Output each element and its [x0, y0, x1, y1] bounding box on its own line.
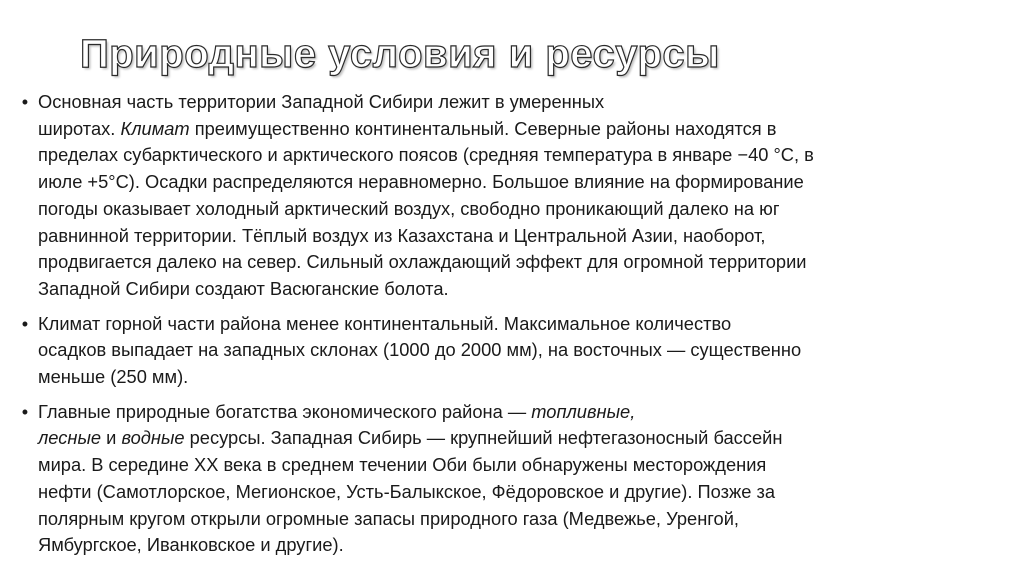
text-run: нефти (Самотлорское, Мегионское, Усть-Балыкское, Фёдоровское и другие). Позже за — [38, 480, 776, 502]
text-run: преимущественно континентальный. Северные районы находятся в — [189, 117, 777, 139]
text-run: ресурсы. Западная Сибирь — крупнейший нефтегазоносный бассейн — [184, 427, 783, 449]
text-run: Западной Сибири создают Васюганские болота. — [38, 277, 449, 299]
text-run: Главные природные богатства экономического района — — [38, 400, 532, 422]
bullet-text-line — [38, 506, 1016, 533]
bullet-text-line — [38, 311, 1016, 338]
bullet-text-line — [38, 89, 1016, 116]
bullet-text-line — [38, 116, 1016, 143]
text-run: широтах. — [38, 117, 121, 139]
bullet-text-line — [38, 169, 1016, 196]
bullet-text-line — [38, 223, 1016, 250]
bullet-list — [16, 89, 1016, 559]
bullet-text-line — [38, 452, 1016, 479]
emphasis-text: лесные — [38, 427, 102, 449]
bullet-marker: • — [21, 312, 29, 334]
text-run: полярным кругом открыли огромные запасы природного газа (Медвежье, Уренгой, — [38, 507, 740, 529]
bullet-marker: • — [21, 400, 29, 422]
bullet-item — [16, 399, 1016, 559]
text-run: продвигается далеко на север. Сильный охлаждающий эффект для огромной территории — [38, 251, 807, 273]
text-run: меньше (250 мм). — [38, 366, 189, 388]
bullet-text-line — [38, 249, 1016, 276]
text-run: и — [101, 427, 122, 449]
emphasis-text: водные — [121, 427, 185, 449]
bullet-marker: • — [21, 91, 29, 112]
text-run: осадков выпадает на западных склонах (1000 до 2000 мм), на восточных — существенно — [38, 339, 802, 361]
slide-title: Природные условия и ресурсы — [80, 32, 720, 76]
text-run: мира. В середине XX века в среднем течении Оби были обнаружены месторождения — [38, 454, 767, 476]
bullet-text-line — [38, 399, 1016, 426]
text-run: Основная часть территории Западной Сибири лежит в умеренных — [38, 91, 605, 112]
text-run: пределах субарктического и арктического поясов (средняя температура в январе −40 °C, в — [38, 144, 814, 166]
bullet-text-line — [38, 276, 1016, 303]
text-run: погоды оказывает холодный арктический воздух, свободно проникающий далеко на юг — [38, 197, 780, 219]
bullet-item — [16, 89, 1016, 303]
bullet-text-line — [38, 425, 1016, 452]
bullet-text-line — [38, 532, 1016, 559]
text-run: равнинной территории. Тёплый воздух из Казахстана и Центральной Азии, наоборот, — [38, 224, 766, 246]
bullet-text-line — [38, 364, 1016, 391]
emphasis-text: Климат — [120, 117, 190, 139]
emphasis-text: топливные, — [531, 400, 636, 422]
bullet-text-line — [38, 196, 1016, 223]
bullet-text-line — [38, 142, 1016, 169]
bullet-item — [16, 311, 1016, 391]
text-run: Ямбургское, Иванковское и другие). — [38, 534, 344, 556]
text-run: Климат горной части района менее континентальный. Максимальное количество — [38, 312, 732, 334]
text-run: июле +5°C). Осадки распределяются неравномерно. Большое влияние на формирование — [38, 171, 804, 193]
bullet-text-line — [38, 337, 1016, 364]
bullet-text-line — [38, 479, 1016, 506]
